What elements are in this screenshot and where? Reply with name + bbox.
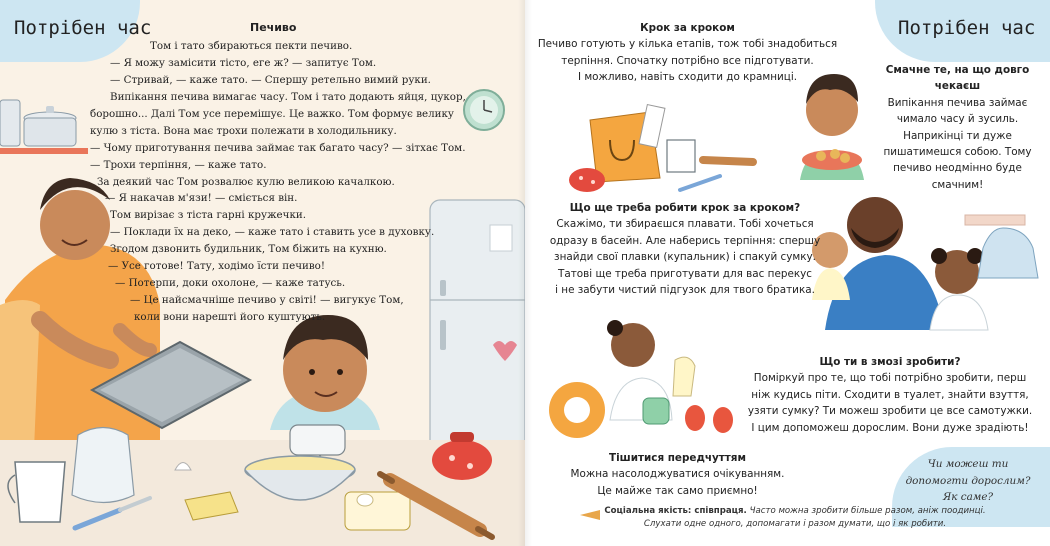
story-line: — Трохи терпіння, — каже тато. xyxy=(90,159,267,171)
boy-with-cookies-figure xyxy=(800,74,864,180)
sugar-bowl-icon xyxy=(569,168,605,192)
story-line: — Поклади їх на деко, — каже тато і ставить усе в духовку. xyxy=(110,226,435,238)
section-line: Це майже так само приємно! xyxy=(597,484,758,497)
story-line: За деякий час Том розвалює кулю великою качалкою. xyxy=(97,176,395,188)
girl-with-backpack-figure xyxy=(607,320,695,424)
egg-carton-icon xyxy=(345,492,410,530)
jacket-icon xyxy=(978,228,1038,278)
section-can-do xyxy=(735,354,1045,436)
section-step-by-step xyxy=(535,20,840,86)
section-line: Наприкінці ти дуже xyxy=(903,129,1012,142)
story-title: Печиво xyxy=(250,21,297,34)
story-line: — Чому приготування печива займає так багато часу? — зітхає Том. xyxy=(90,142,466,154)
footer-text: Слухати одне одного, допомагати і разом думати, що і як робити. xyxy=(643,518,947,529)
question-line: Як саме? xyxy=(942,491,994,503)
section-line: Татові ще треба приготувати для вас перекус xyxy=(558,267,812,280)
coat-hook-icon xyxy=(965,215,1025,225)
question-text xyxy=(903,456,1033,506)
story-line: — Я накачав м'язи! — сміється він. xyxy=(105,192,298,204)
book-gutter xyxy=(518,0,532,546)
story-line: коли вони нарешті його куштують. xyxy=(134,311,326,323)
story-line: Том і тато збираються пекти печиво. xyxy=(150,40,353,52)
section-line: Можна насолоджуватися очікуванням. xyxy=(570,468,785,481)
footer-text: Часто можна зробити більше разом, аніж поодинці. xyxy=(749,506,986,516)
section-heading: Тішитися передчуттям xyxy=(609,452,746,464)
section-line: І цим допоможеш дорослим. Вони дуже зрадіють! xyxy=(751,421,1029,434)
page-title: Потрібен час xyxy=(14,17,152,39)
fridge xyxy=(430,200,525,460)
section-line: знайди свої плавки (купальник) і спакуй сумку. xyxy=(554,251,816,264)
footer-note xyxy=(585,505,1005,530)
section-line: і не забути чистий підгузок для твого братика. xyxy=(555,284,815,297)
story-line: — Стривай, — каже тато. — Спершу ретельно вимий руки. xyxy=(110,74,431,86)
story-line: Випікання печива вимагає часу. Том і тато додають яйця, цукор, xyxy=(110,91,466,103)
page-title: Потрібен час xyxy=(898,17,1036,39)
story-line: Том вирізає з тіста гарні кружечки. xyxy=(110,209,307,221)
story-line: — Це найсмачніше печиво у світі! — вигукує Том, xyxy=(130,294,404,306)
story-line: борошно... Далі Том усе перемішує. Це важко. Том формує велику xyxy=(90,108,454,120)
story-line: кулю з тіста. Вона має трохи полежати в холодильнику. xyxy=(90,125,397,137)
section-line: одразу в басейн. Але наберись терпіння: спершу xyxy=(549,234,821,247)
footer-label: Соціальна якість: співпраця. xyxy=(604,506,747,516)
section-line: терпіння. Спочатку потрібно все підготувати. xyxy=(561,54,814,67)
section-line: смачним! xyxy=(931,178,984,191)
section-line: Скажімо, ти збираєшся плавати. Тобі хочеться xyxy=(556,218,814,231)
pot-icon xyxy=(0,100,20,146)
section-tasty xyxy=(865,62,1050,193)
section-line: пишатимешся собою. Тому xyxy=(883,146,1032,159)
story-line: — Усе готове! Тату, ходімо їсти печиво! xyxy=(108,260,326,272)
section-line: Випікання печива займає xyxy=(887,96,1028,109)
question-line: допомогти дорослим? xyxy=(905,474,1031,487)
section-heading: Що ти в змозі зробити? xyxy=(819,356,961,368)
section-heading: Смачне те, на що довго xyxy=(885,64,1030,76)
section-heading: Крок за кроком xyxy=(640,22,735,34)
section-heading: чекаєш xyxy=(934,80,981,93)
measuring-jug-icon xyxy=(667,140,695,172)
question-line: Чи можеш ти xyxy=(927,458,1009,470)
shelf xyxy=(0,148,88,154)
flour-bag-icon xyxy=(72,428,134,503)
story-line: Згодом дзвонить будильник, Том біжить на кухню. xyxy=(110,243,387,255)
story-line: — Я можу замісити тісто, еге ж? — запитує Том. xyxy=(110,57,377,69)
section-line: І можливо, навіть сходити до крамниці. xyxy=(577,71,798,84)
section-line: печиво неодмінно буде xyxy=(893,162,1022,175)
section-anticipation xyxy=(545,450,810,499)
water-wings-icon xyxy=(685,405,733,433)
right-page xyxy=(525,0,1050,546)
section-line: Печиво готують у кілька етапів, тож тобі знадобиться xyxy=(537,38,838,51)
section-line: узяти сумку? Ти можеш зробити це все самотужки. xyxy=(747,405,1033,418)
rolling-pin-icon xyxy=(703,160,753,162)
section-heading: Що ще треба робити крок за кроком? xyxy=(569,202,801,214)
girl-figure xyxy=(930,248,988,330)
swim-ring-icon xyxy=(549,382,605,438)
section-line: Поміркуй про те, що тобі потрібно зробити, перш xyxy=(753,372,1027,385)
section-what-else xyxy=(535,200,835,298)
knife-icon xyxy=(680,176,720,190)
clock-icon xyxy=(464,90,504,130)
shopping-bag-icon xyxy=(590,105,665,182)
boy-figure xyxy=(270,315,380,430)
section-line: чимало часу й зусиль. xyxy=(896,113,1019,126)
story-line: — Потерпи, доки охолоне, — каже татусь. xyxy=(115,277,346,289)
section-line: ніж кудись піти. Сходити в туалет, знайти взуття, xyxy=(751,388,1029,401)
pot-icon xyxy=(24,106,76,146)
